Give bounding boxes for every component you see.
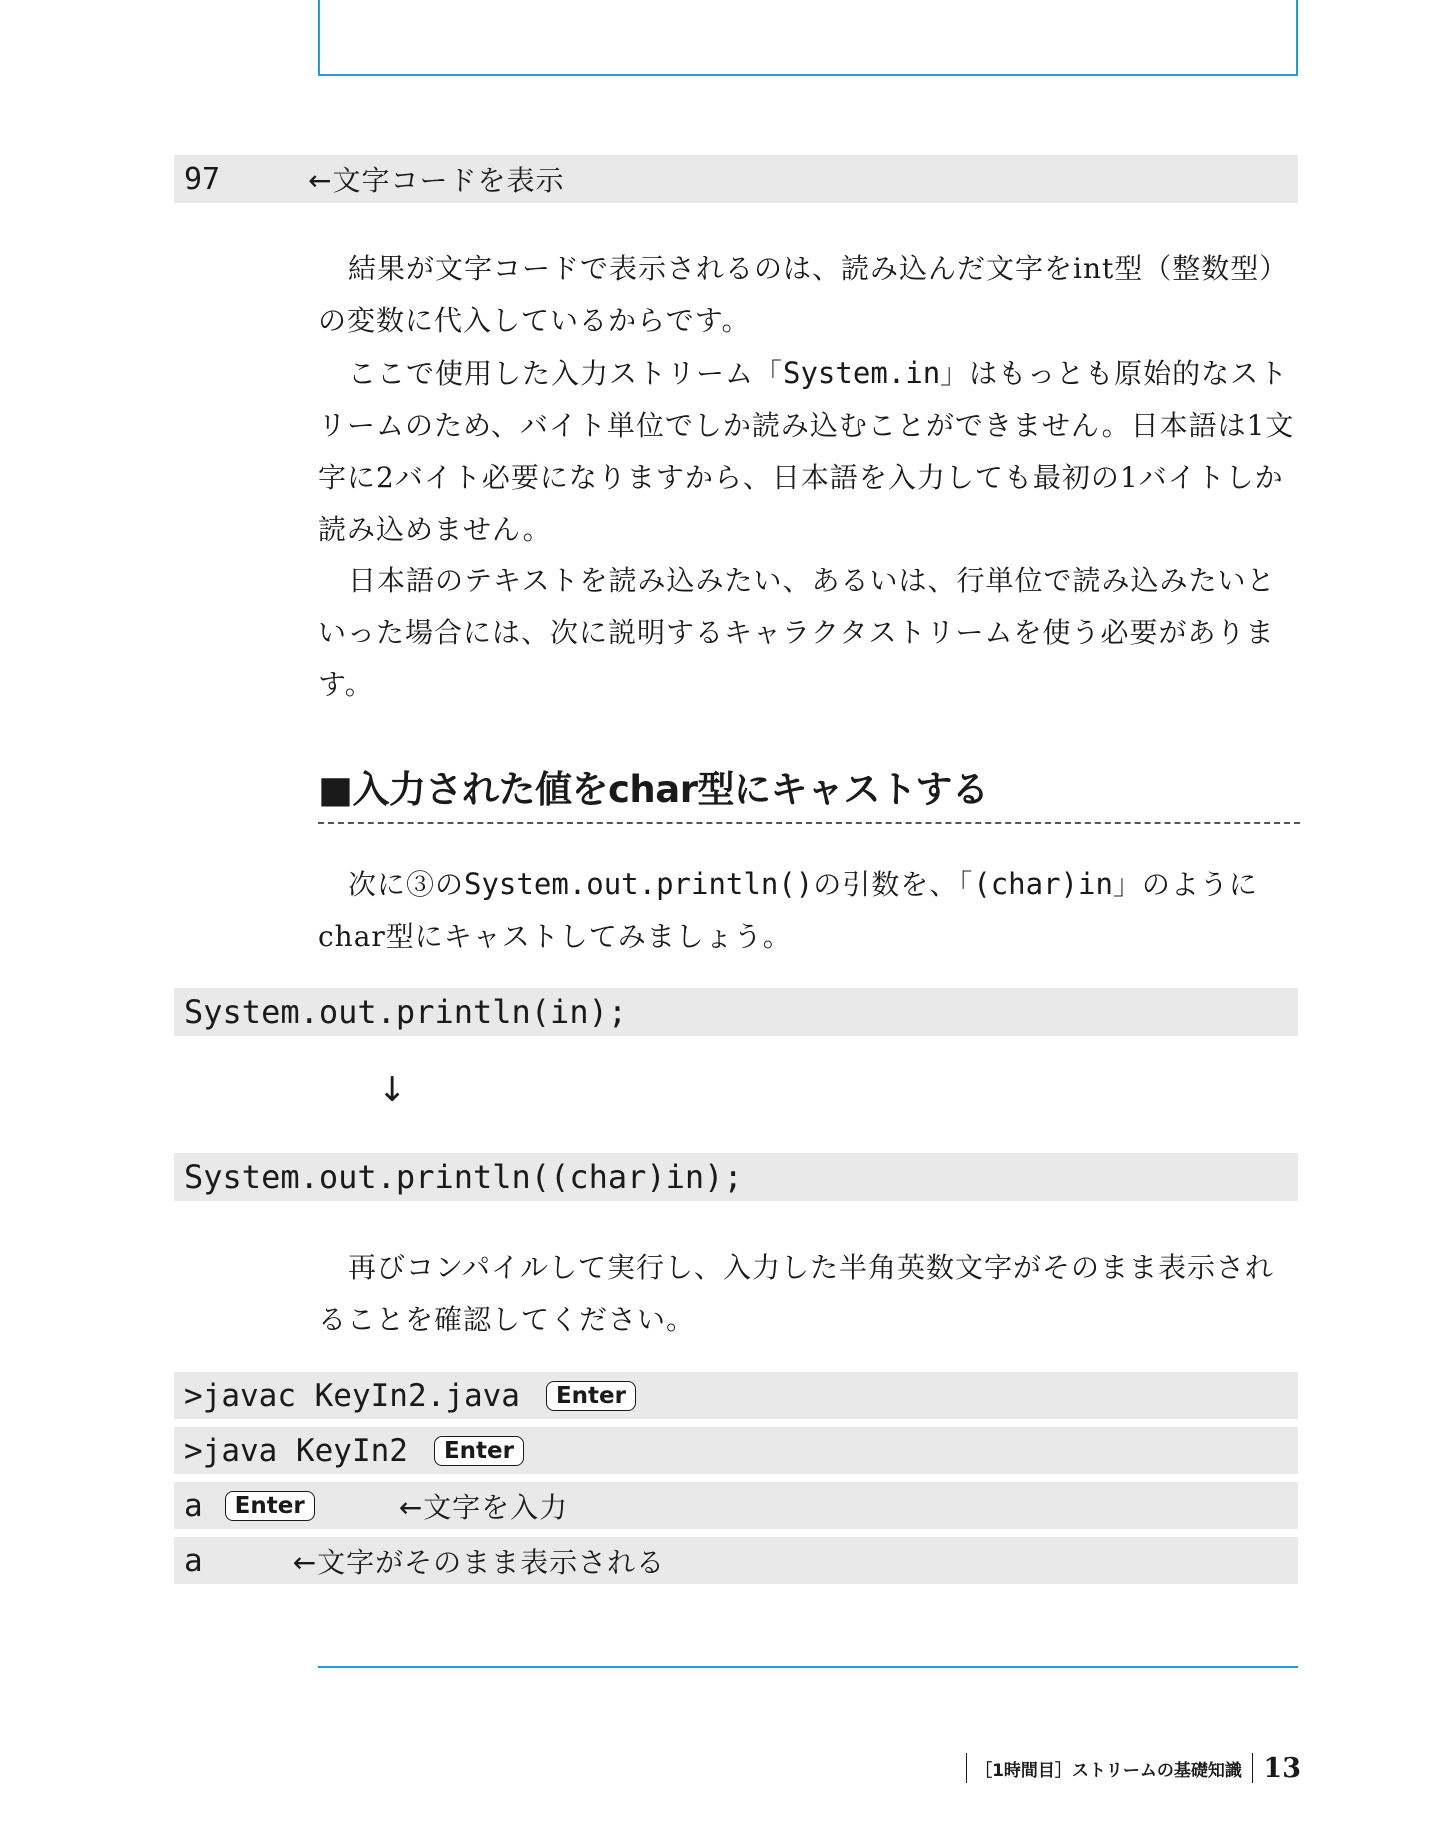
- paragraph-5-text: 再びコンパイルして実行し、入力した半角英数文字がそのまま表示されることを確認してください。: [318, 1251, 1275, 1336]
- terminal-output-comment: ←文字がそのまま表示される: [292, 1545, 666, 1579]
- code-before: [174, 988, 1298, 1036]
- inline-code-println: System.out.println(): [464, 867, 814, 901]
- paragraph-2-text: [318, 347, 1300, 556]
- down-arrow-icon: ↓: [378, 1070, 407, 1110]
- inline-code-system-in: System.in: [783, 356, 941, 390]
- output-code-line: [174, 155, 1298, 203]
- terminal-javac-command: >javac KeyIn2.java: [184, 1377, 520, 1414]
- code-after-text: System.out.println((char)in);: [184, 1158, 743, 1196]
- bottom-rule: [318, 1666, 1298, 1668]
- terminal-line-3: [174, 1482, 1298, 1529]
- paragraph-1-line-2: の変数に代入しているからです。: [318, 304, 751, 337]
- enter-key-icon: Enter: [434, 1436, 524, 1466]
- code-after: [174, 1153, 1298, 1201]
- paragraph-2-after: 」はもっとも原始的なストリームのため、バイト単位でしか読み込むことができません。日本語は1文字に2バイト必要になりますから、日本語を入力しても最初の1バイトしか読み込めません。: [318, 357, 1295, 546]
- paragraph-5: [318, 1242, 1300, 1346]
- paragraph-4-text: [318, 858, 1300, 963]
- paragraph-2: [318, 347, 1300, 556]
- terminal-line-2: [174, 1427, 1298, 1474]
- page-number: 13: [1263, 1752, 1301, 1784]
- top-box-frame: [318, 0, 1298, 76]
- inline-code-char-cast: (char)in: [973, 867, 1113, 901]
- paragraph-4-part-2: の引数を、「: [813, 868, 974, 901]
- output-comment: ←文字コードを表示: [308, 164, 565, 197]
- footer-chapter-title: ［1時間目］ストリームの基礎知識: [975, 1760, 1242, 1781]
- paragraph-4: [318, 858, 1300, 963]
- terminal-input-char: a: [184, 1487, 203, 1524]
- terminal-java-command: >java KeyIn2: [184, 1432, 408, 1469]
- paragraph-4-part-1: 次に③の: [348, 868, 465, 901]
- paragraph-2-before: ここで使用した入力ストリーム「: [348, 357, 784, 390]
- paragraph-4-part-3: 」のようにchar型にキャストしてみましょう。: [318, 868, 1258, 953]
- paragraph-3-text: 日本語のテキストを読み込みたい、あるいは、行単位で読み込みたいといった場合には、次に説明するキャラクタストリームを使う必要があります。: [318, 564, 1276, 701]
- paragraph-1-line-1: 結果が文字コードで表示されるのは、読み込んだ文字をint型（整数型）: [348, 252, 1289, 285]
- terminal-output-char: a: [184, 1542, 203, 1579]
- section-heading: ■入力された値をchar型にキャストする: [318, 760, 1300, 824]
- enter-key-icon: Enter: [225, 1491, 315, 1521]
- code-before-text: System.out.println(in);: [184, 993, 628, 1031]
- paragraph-1: [318, 243, 1300, 347]
- terminal-line-1: [174, 1372, 1298, 1419]
- terminal-line-4: [174, 1537, 1298, 1584]
- paragraph-3: [318, 555, 1300, 711]
- terminal-input-comment: ←文字を入力: [398, 1490, 569, 1524]
- output-value: 97: [184, 161, 221, 197]
- page-footer: [966, 1750, 1301, 1786]
- enter-key-icon: Enter: [546, 1381, 636, 1411]
